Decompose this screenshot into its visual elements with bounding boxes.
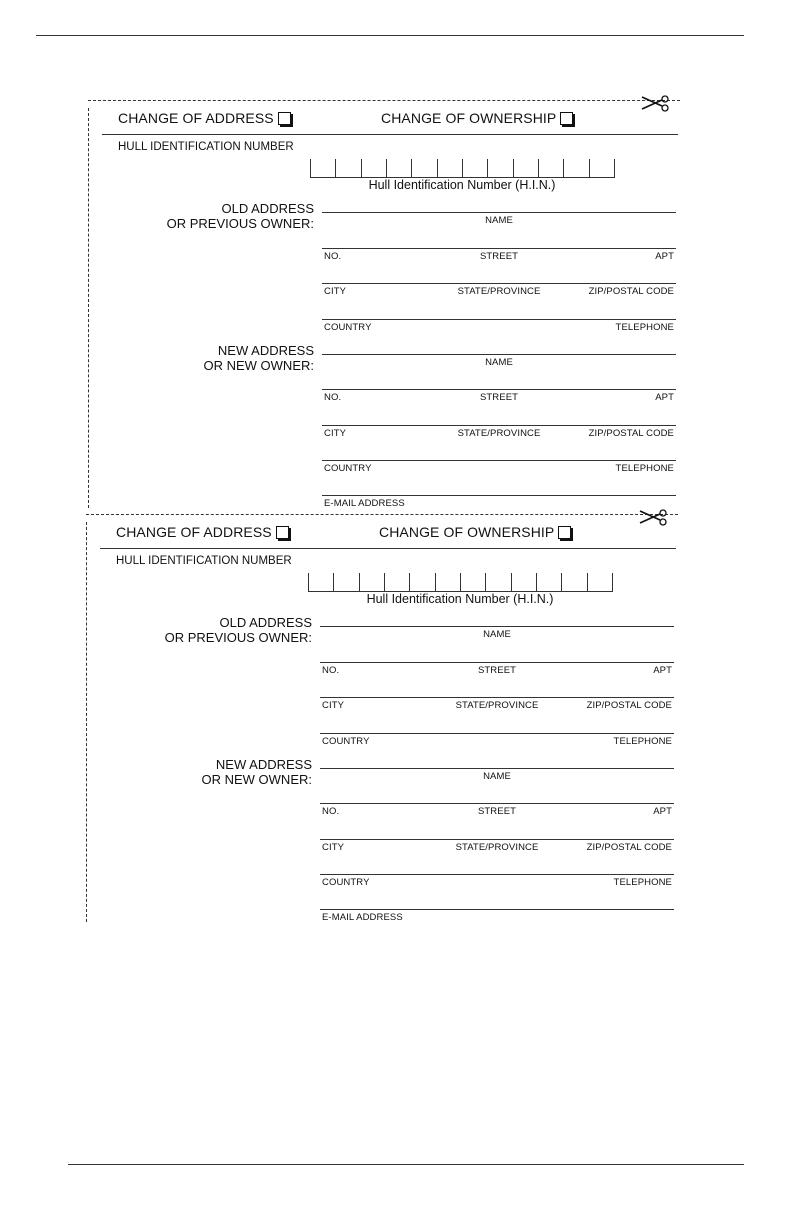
field-caption: ZIP/POSTAL CODE [588,286,674,297]
old-owner-label-line1: OLD ADDRESS [221,201,314,216]
field-caption: STREET [479,251,519,262]
field-caption: STATE/PROVINCE [455,700,539,711]
hin-char-box[interactable] [486,573,511,591]
hin-char-box[interactable] [537,573,562,591]
change-of-address-label: CHANGE OF ADDRESS [118,110,274,126]
header-divider [102,134,678,135]
new-owner-label-line2: OR NEW OWNER: [203,358,314,373]
hin-char-box[interactable] [590,159,615,177]
field-caption: E-MAIL ADDRESS [322,912,403,923]
field-caption: APT [653,806,672,817]
hin-char-box[interactable] [463,159,488,177]
old-city-field[interactable] [322,283,676,296]
old-owner-label-line1: OLD ADDRESS [219,615,312,630]
new-email-field[interactable] [322,495,676,508]
field-caption: COUNTRY [322,877,370,888]
field-caption: STREET [477,806,517,817]
new-email-field[interactable] [320,909,674,922]
new-owner-label [202,757,313,787]
field-caption: CITY [324,428,347,439]
hin-char-box[interactable] [562,573,587,591]
change-of-address-checkbox[interactable] [278,112,291,125]
field-caption: COUNTRY [324,322,372,333]
field-caption: TELEPHONE [613,736,672,747]
change-of-ownership-checkbox[interactable] [558,526,571,539]
hin-char-box[interactable] [438,159,463,177]
cut-line-top [86,514,678,515]
hin-char-box[interactable] [311,159,336,177]
hin-char-box[interactable] [539,159,564,177]
field-caption: ZIP/POSTAL CODE [588,428,674,439]
old-name-field[interactable] [322,212,676,225]
field-caption: NO. [322,665,340,676]
field-caption: E-MAIL ADDRESS [324,498,405,509]
new-city-field[interactable] [320,839,674,852]
field-caption: STREET [477,665,517,676]
old-owner-label [165,615,312,645]
old-street-field[interactable] [320,662,674,675]
change-of-ownership-option[interactable] [379,524,571,540]
hin-input-boxes[interactable] [308,573,613,592]
new-street-field[interactable] [320,803,674,816]
field-caption: TELEPHONE [613,877,672,888]
hin-char-box[interactable] [336,159,361,177]
hin-char-box[interactable] [362,159,387,177]
new-owner-label-line1: NEW ADDRESS [215,757,312,772]
hin-char-box[interactable] [588,573,613,591]
hin-input-boxes[interactable] [310,159,615,178]
hin-char-box[interactable] [564,159,589,177]
field-caption: NO. [324,392,342,403]
hin-caption: Hull Identification Number (H.I.N.) [368,178,556,192]
change-of-address-label: CHANGE OF ADDRESS [116,524,272,540]
old-country-field[interactable] [322,319,676,332]
field-caption: STATE/PROVINCE [457,428,541,439]
old-street-field[interactable] [322,248,676,261]
hin-label: HULL IDENTIFICATION NUMBER [116,555,292,567]
hin-char-box[interactable] [436,573,461,591]
change-of-address-option[interactable] [116,524,289,540]
field-caption: COUNTRY [324,463,372,474]
change-of-ownership-label: CHANGE OF OWNERSHIP [381,110,557,126]
change-of-ownership-checkbox[interactable] [560,112,573,125]
field-caption: APT [655,392,674,403]
old-country-field[interactable] [320,733,674,746]
new-owner-label-line1: NEW ADDRESS [217,343,314,358]
hin-caption: Hull Identification Number (H.I.N.) [366,592,554,606]
field-caption: CITY [324,286,347,297]
cut-line-left [86,522,87,922]
hin-char-box[interactable] [334,573,359,591]
new-owner-label-line2: OR NEW OWNER: [201,772,312,787]
old-city-field[interactable] [320,697,674,710]
field-caption: STATE/PROVINCE [455,842,539,853]
change-of-address-checkbox[interactable] [276,526,289,539]
hin-char-box[interactable] [309,573,334,591]
old-name-field[interactable] [320,626,674,639]
field-caption: CITY [322,842,345,853]
hin-char-box[interactable] [514,159,539,177]
field-caption: NAME [485,357,513,368]
new-country-field[interactable] [322,460,676,473]
field-caption: CITY [322,700,345,711]
field-caption: NO. [324,251,342,262]
field-caption: NAME [483,629,511,640]
field-caption: NAME [485,215,513,226]
field-caption: TELEPHONE [615,322,674,333]
hin-char-box[interactable] [412,159,437,177]
new-country-field[interactable] [320,874,674,887]
cut-line-top [88,100,680,101]
hin-label: HULL IDENTIFICATION NUMBER [118,141,294,153]
field-caption: TELEPHONE [615,463,674,474]
change-of-ownership-label: CHANGE OF OWNERSHIP [379,524,555,540]
hin-char-box[interactable] [461,573,486,591]
change-of-ownership-option[interactable] [381,110,573,126]
old-owner-label [167,201,314,231]
field-caption: ZIP/POSTAL CODE [586,700,672,711]
new-name-field[interactable] [322,354,676,367]
hin-char-box[interactable] [385,573,410,591]
hin-char-box[interactable] [410,573,435,591]
hin-char-box[interactable] [387,159,412,177]
top-page-rule [36,35,744,36]
hin-char-box[interactable] [488,159,513,177]
field-caption: APT [653,665,672,676]
scissors-icon [640,94,670,116]
field-caption: APT [655,251,674,262]
field-caption: COUNTRY [322,736,370,747]
field-caption: ZIP/POSTAL CODE [586,842,672,853]
field-caption: NO. [322,806,340,817]
new-city-field[interactable] [322,425,676,438]
field-caption: STREET [479,392,519,403]
new-name-field[interactable] [320,768,674,781]
new-owner-label [204,343,315,373]
new-street-field[interactable] [322,389,676,402]
change-form-1 [88,100,680,510]
field-caption: STATE/PROVINCE [457,286,541,297]
old-owner-label-line2: OR PREVIOUS OWNER: [164,630,312,645]
old-owner-label-line2: OR PREVIOUS OWNER: [166,216,314,231]
change-form-2 [86,514,678,924]
change-of-address-option[interactable] [118,110,291,126]
hin-char-box[interactable] [360,573,385,591]
field-caption: NAME [483,771,511,782]
hin-char-box[interactable] [512,573,537,591]
cut-line-left [88,108,89,508]
scissors-icon [638,508,668,530]
bottom-page-rule [68,1164,744,1165]
header-divider [100,548,676,549]
